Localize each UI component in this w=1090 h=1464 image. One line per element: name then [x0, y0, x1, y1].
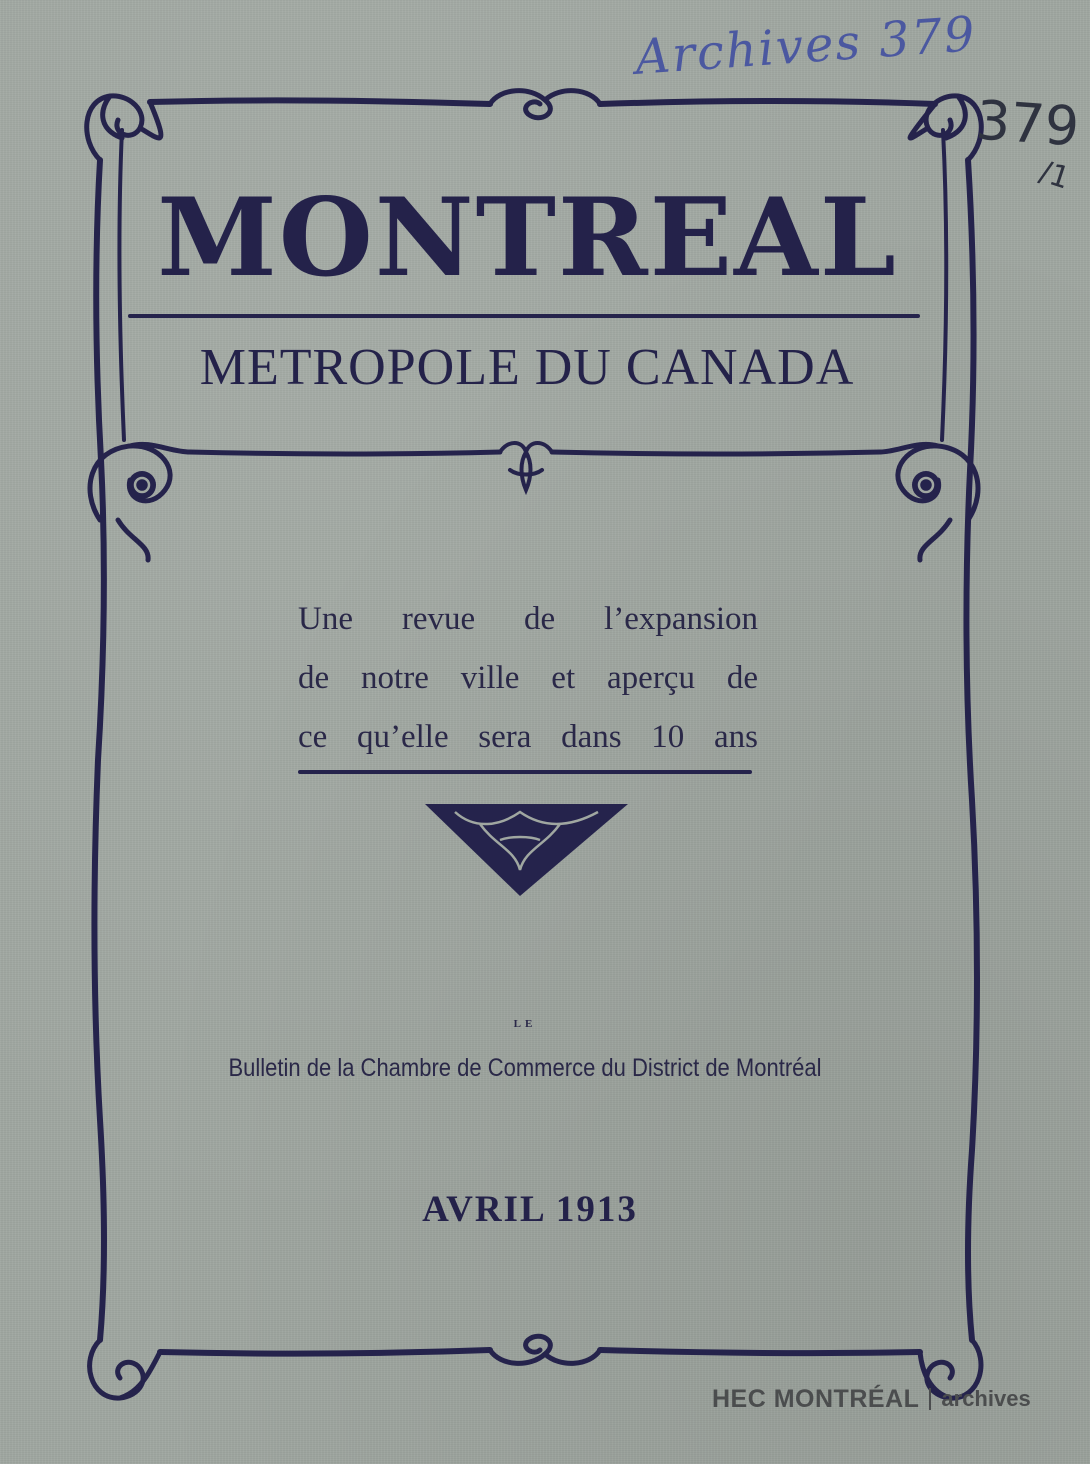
mid-ornament-right: [880, 444, 978, 560]
cover-description: [298, 590, 758, 767]
divider-line: [190, 452, 880, 454]
mid-ornament-left-flower: [128, 471, 156, 499]
catalog-number-stamp: 379: [973, 88, 1082, 159]
archives-label: archives: [941, 1386, 1031, 1411]
description-line: ce qu’elle sera dans 10 ans: [298, 719, 758, 755]
bottom-center-scroll: [490, 1336, 600, 1363]
mid-ornament-right-flower: [912, 471, 940, 499]
cover-subtitle: METROPOLE DU CANADA: [199, 339, 855, 396]
catalog-fraction-stamp: /1: [1035, 154, 1074, 197]
corner-ornament-tl: [87, 96, 161, 160]
frame-right-border: [966, 160, 977, 1340]
title-box-right: [942, 130, 946, 440]
triangle-ornament: [425, 804, 628, 896]
frame-left-border: [94, 160, 104, 1340]
cover-title: MONTREAL: [157, 175, 898, 301]
handwritten-archive-note: Archives 379: [633, 6, 979, 86]
publisher-line: Bulletin de la Chambre de Commerce du District de Montréal: [228, 1053, 822, 1082]
publication-date: AVRIL 1913: [422, 1189, 638, 1230]
description-line: de notre ville et aperçu de: [298, 660, 758, 696]
hec-montreal-logo: HEC MONTRÉAL: [712, 1384, 920, 1413]
footer-separator: [929, 1388, 931, 1410]
corner-ornament-bl: [90, 1340, 160, 1398]
description-line: Une revue de l’expansion: [298, 601, 758, 637]
center-fleuron: [500, 443, 552, 490]
archive-watermark: [712, 1382, 1031, 1416]
le-label: LE: [513, 1018, 537, 1030]
top-center-scroll: [490, 91, 600, 118]
